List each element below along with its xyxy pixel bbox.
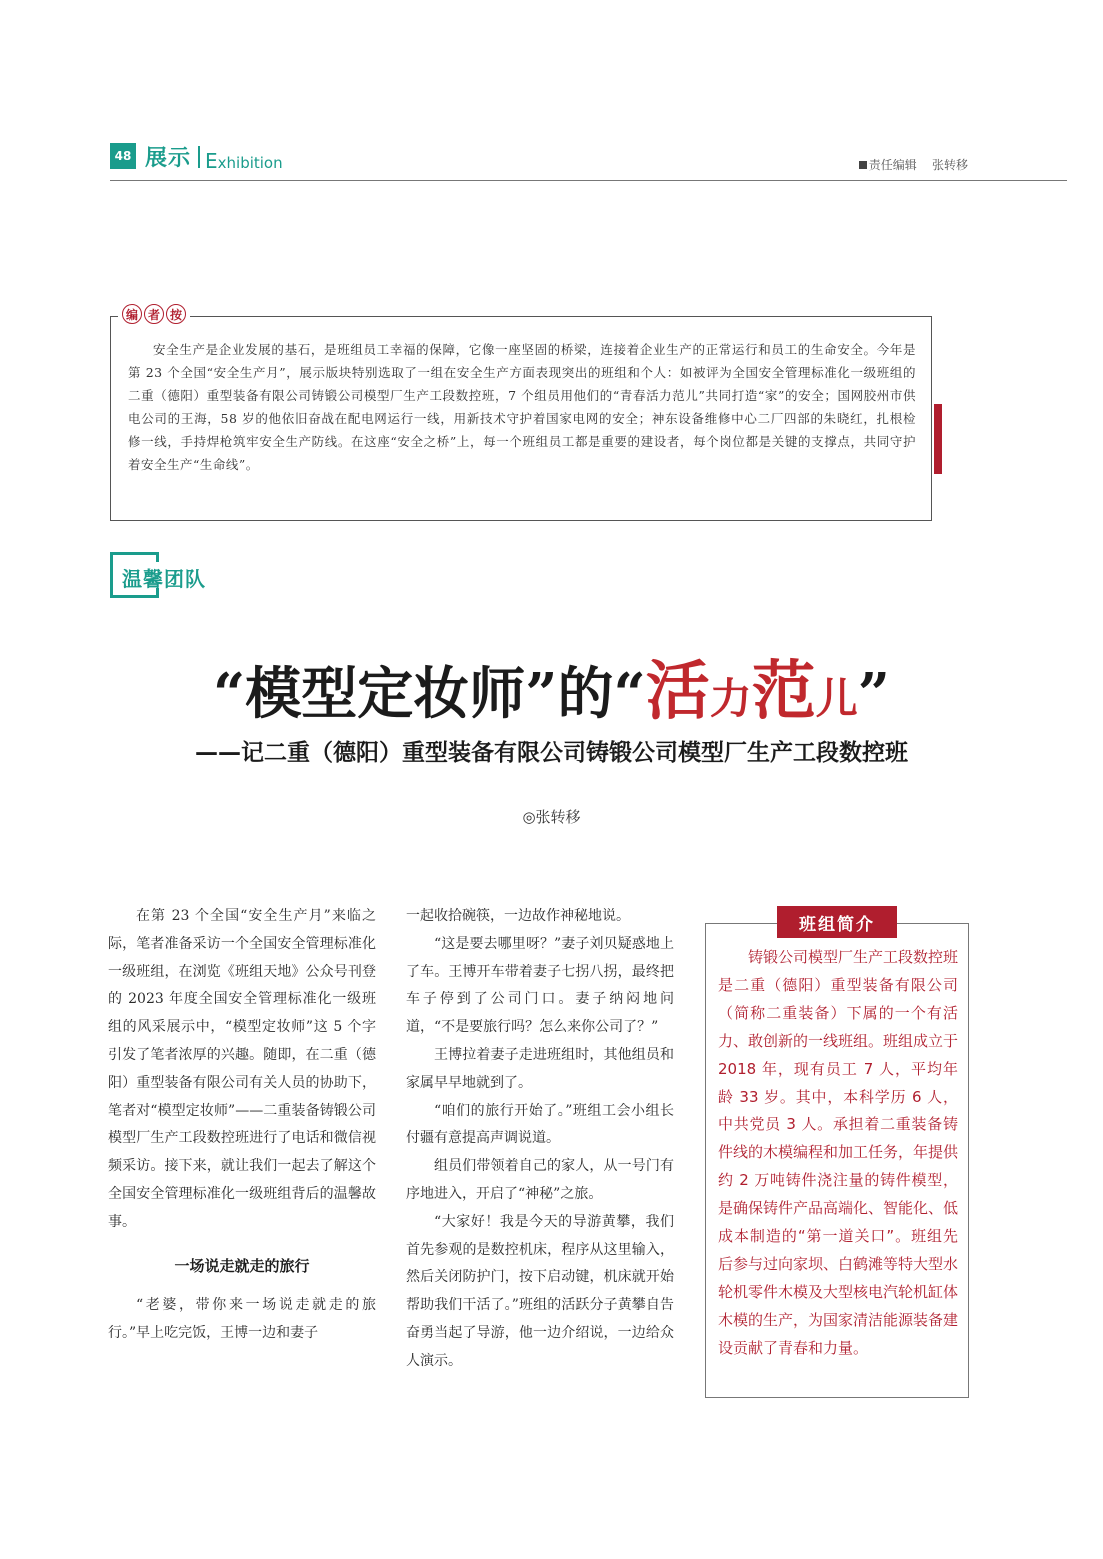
section-title-en — [205, 149, 283, 173]
title-highlight: 范 — [751, 654, 816, 729]
title-highlight-small: 儿 — [815, 674, 858, 723]
paragraph: “咱们的旅行开始了。”班组工会小组长付疆有意提高声调说道。 — [406, 1102, 674, 1147]
editor-name: 张转移 — [931, 158, 968, 172]
page-number: 48 — [110, 143, 136, 169]
paragraph: “这是要去哪里呀？”妻子刘贝疑惑地上了车。王博开车带着妻子七拐八拐，最终把车子停到了公司门口。妻子纳闷地问道，“不是要旅行吗？怎么来你公司了？” — [406, 935, 674, 1036]
red-edge-tab — [934, 404, 942, 474]
column-tag-frame-corner — [156, 552, 159, 562]
editor-label: 责任编辑 — [868, 158, 917, 172]
paragraph: 王博拉着妻子走进班组时，其他组员和家属早早地就到了。 — [406, 1046, 674, 1091]
title-highlight-small: 力 — [709, 674, 752, 723]
section-heading: 一场说走就走的旅行 — [174, 1256, 310, 1275]
paragraph: “老婆，带你来一场说走就走的旅行。”早上吃完饭，王博一边和妻子 — [108, 1297, 376, 1342]
title-part: “模型定妆师”的“ — [213, 661, 646, 727]
header-rule — [110, 180, 1067, 181]
editor-note-label — [118, 304, 190, 324]
column-tag: 温馨团队 — [122, 567, 206, 591]
body-column-2 — [406, 903, 674, 1376]
note-label-char: 按 — [166, 304, 186, 324]
sidebar-title: 班组简介 — [777, 906, 897, 938]
byline: ◎张转移 — [522, 808, 581, 826]
square-bullet-icon — [859, 161, 867, 169]
paragraph: “大家好！我是今天的导游黄攀，我们首先参观的是数控机床，程序从这里输入，然后关闭防护门，按下启动键，机床就开始帮助我们干活了。”班组的活跃分子黄攀自告奋勇当起了导游，他一边介绍说，一边给众人演示。 — [406, 1213, 674, 1369]
article-title — [0, 640, 1103, 732]
editor-credit — [859, 156, 968, 173]
editor-note-text: 安全生产是企业发展的基石，是班组员工幸福的保障，它像一座坚固的桥梁，连接着企业生产的正常运行和员工的生命安全。今年是第 23 个全国“安全生产月”，展示版块特别选取了一组在安全生产方面表现突出的班组和个人：如被评为全国安全管理标准化一级班组的二重（德阳）重型装备有限公司铸锻公司模型厂生产工段数控班，7 个组员用他们的“青春活力范儿”共同打造“家”的安全；国网胶州市供电公司的王海，58 岁的他依旧奋战在配电网运行一线，用新技术守护着国家电网的安全；神东设备维修中心二厂四部的朱晓红，扎根检修一线，手持焊枪筑牢安全生产防线。在这座“安全之桥”上，每一个班组员工都是重要的建设者，每个岗位都是关键的支撑点，共同守护着安全生产“生命线”。 — [128, 342, 916, 472]
sidebar-text: 铸锻公司模型厂生产工段数控班是二重（德阳）重型装备有限公司（简称二重装备）下属的一个有活力、敢创新的一线班组。班组成立于 2018 年，现有员工 7 人，平均年龄 33 岁。其中，本科学历 6 人，中共党员 3 人。承担着二重装备铸件线的木模编程和加工任务，年提供约 2 万吨铸件浇注量的铸件模型，是确保铸件产品高端化、智能化、低成本制造的“第一道关口”。班组先后参与过向家坝、白鹤滩等特大型水轮机零件木模及大型核电汽轮机缸体木模的生产，为国家清洁能源装备建设贡献了青春和力量。 — [718, 948, 959, 1357]
paragraph: 组员们带领着自己的家人，从一号门有序地进入，开启了“神秘”之旅。 — [406, 1158, 674, 1202]
note-label-char: 者 — [144, 304, 164, 324]
article-subtitle: ——记二重（德阳）重型装备有限公司铸锻公司模型厂生产工段数控班 — [195, 740, 908, 766]
section-title: 展示 — [145, 146, 192, 171]
title-close-quote: ” — [857, 661, 890, 727]
note-label-char: 编 — [122, 304, 142, 324]
paragraph: 一起收拾碗筷，一边故作神秘地说。 — [406, 908, 630, 924]
paragraph: 在第 23 个全国“安全生产月”来临之际，笔者准备采访一个全国安全管理标准化一级班组，在浏览《班组天地》公众号刊登的 2023 年度全国安全管理标准化一级班组的风采展示中，“模型定妆师”这 5 个字引发了笔者浓厚的兴趣。随即，在二重（德阳）重型装备有限公司有关人员的协助下，笔者对“模型定妆师”——二重装备铸锻公司模型厂生产工段数控班进行了电话和微信视频采访。接下来，就让我们一起去了解这个全国安全管理标准化一级班组背后的温馨故事。 — [108, 908, 376, 1230]
body-column-1 — [108, 903, 376, 1348]
section-divider — [198, 146, 200, 168]
section-en-initial: E — [205, 149, 218, 173]
section-en-rest: xhibition — [217, 154, 283, 172]
title-highlight: 活 — [645, 654, 710, 729]
